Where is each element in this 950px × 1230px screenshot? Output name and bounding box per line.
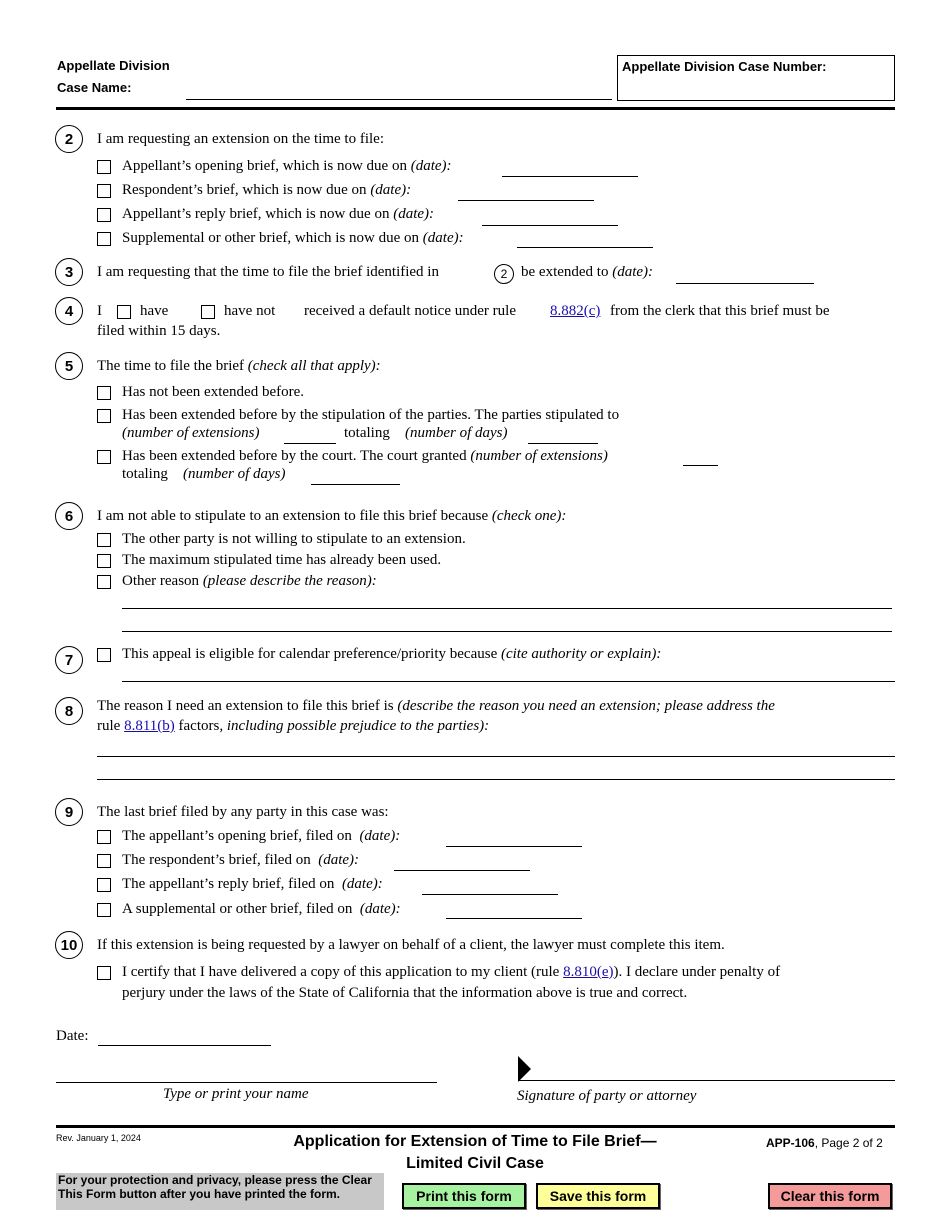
have-not-label: have not xyxy=(224,303,276,319)
totaling-label: totaling xyxy=(122,466,168,482)
privacy-notice: For your protection and privacy, please press the Clear This Form button after you have printed the form. xyxy=(56,1173,384,1210)
checkbox-respondent-brief[interactable] xyxy=(97,184,111,198)
item-ref-2: 2 xyxy=(494,264,514,284)
item8-text: The reason I need an extension to file this brief is (describe the reason you need an extension; please address the xyxy=(97,698,775,714)
option-label: Appellant’s reply brief, which is now due on (date): xyxy=(122,206,435,222)
option-label: Has been extended before by the court. The court granted (number of extensions) xyxy=(122,448,608,464)
header-divider xyxy=(56,107,895,110)
signature-arrow-icon xyxy=(518,1056,531,1082)
clear-form-button[interactable]: Clear this form xyxy=(768,1183,892,1209)
checkbox-opening-brief[interactable] xyxy=(97,160,111,174)
item-number-3: 3 xyxy=(55,258,83,286)
item5-text: The time to file the brief (check all that apply): xyxy=(97,358,381,374)
item4-text-a: received a default notice under rule xyxy=(304,303,516,319)
form-page-id: APP-106, Page 2 of 2 xyxy=(766,1136,883,1150)
checkbox-certify[interactable] xyxy=(97,966,111,980)
totaling-label: totaling xyxy=(344,425,390,441)
date-field-extend-to[interactable] xyxy=(676,283,814,284)
checkbox-extended-stipulation[interactable] xyxy=(97,409,111,423)
date-field-respondent[interactable] xyxy=(458,200,594,201)
item-number-8: 8 xyxy=(55,697,83,725)
reason-line-2[interactable] xyxy=(97,779,895,780)
checkbox-supplemental-brief[interactable] xyxy=(97,232,111,246)
save-form-button[interactable]: Save this form xyxy=(536,1183,660,1209)
name-field[interactable] xyxy=(56,1082,437,1083)
case-name-label: Case Name: xyxy=(57,80,132,95)
checkbox-extended-court[interactable] xyxy=(97,450,111,464)
item-number-7: 7 xyxy=(55,646,83,674)
hint-number-days: (number of days) xyxy=(405,425,508,441)
date-field-supplemental[interactable] xyxy=(517,247,653,248)
stipulated-extensions-field[interactable] xyxy=(284,443,336,444)
stipulated-days-field[interactable] xyxy=(528,443,598,444)
option-label: Appellant’s opening brief, which is now due on (date): xyxy=(122,158,452,174)
division-label: Appellate Division xyxy=(57,58,170,73)
option-label: Other reason (please describe the reason): xyxy=(122,573,377,589)
item10-text: If this extension is being requested by a lawyer on behalf of a client, the lawyer must complete this item. xyxy=(97,937,725,953)
item9-text: The last brief filed by any party in this case was: xyxy=(97,804,389,820)
checkbox-max-time-used[interactable] xyxy=(97,554,111,568)
checkbox-have-not[interactable] xyxy=(201,305,215,319)
court-extensions-field[interactable] xyxy=(683,465,718,466)
rule-link-8882c[interactable]: 8.882(c) xyxy=(550,303,601,319)
other-reason-line-2[interactable] xyxy=(122,631,892,632)
date-field-reply[interactable] xyxy=(482,225,618,226)
item-number-5: 5 xyxy=(55,352,83,380)
item2-text: I am requesting an extension on the time to file: xyxy=(97,131,385,147)
checkbox-last-opening-brief[interactable] xyxy=(97,830,111,844)
checkbox-last-reply-brief[interactable] xyxy=(97,878,111,892)
checkbox-last-supplemental-brief[interactable] xyxy=(97,903,111,917)
certify-text-2: perjury under the laws of the State of California that the information above is true and correct. xyxy=(122,985,688,1001)
option-label: A supplemental or other brief, filed on (date): xyxy=(122,901,401,917)
item6-text: I am not able to stipulate to an extension to file this brief because (check one): xyxy=(97,508,567,524)
case-name-field[interactable] xyxy=(186,99,612,100)
option-label: Supplemental or other brief, which is now due on (date): xyxy=(122,230,464,246)
have-label: have xyxy=(140,303,169,319)
case-number-box[interactable] xyxy=(617,55,895,101)
item-number-6: 6 xyxy=(55,502,83,530)
court-days-field[interactable] xyxy=(311,484,400,485)
form-title: Application for Extension of Time to File Brief— Limited Civil Case xyxy=(293,1133,657,1172)
other-reason-line-1[interactable] xyxy=(122,608,892,609)
footer-divider xyxy=(56,1125,895,1128)
option-label: The respondent’s brief, filed on (date): xyxy=(122,852,360,868)
item3-text-b: be extended to (date): xyxy=(521,264,654,280)
item4-i: I xyxy=(97,303,102,319)
date-label: Date: xyxy=(56,1028,89,1044)
reason-line-1[interactable] xyxy=(97,756,895,757)
option-label: The other party is not willing to stipulate to an extension. xyxy=(122,531,466,547)
checkbox-last-respondent-brief[interactable] xyxy=(97,854,111,868)
last-supplemental-date-field[interactable] xyxy=(446,918,582,919)
calendar-preference-line[interactable] xyxy=(122,681,895,682)
checkbox-calendar-preference[interactable] xyxy=(97,648,111,662)
signature-caption: Signature of party or attorney xyxy=(517,1088,697,1104)
item4-text-c: filed within 15 days. xyxy=(97,323,221,339)
checkbox-party-unwilling[interactable] xyxy=(97,533,111,547)
option-label: The appellant’s opening brief, filed on (date): xyxy=(122,828,401,844)
print-form-button[interactable]: Print this form xyxy=(402,1183,526,1209)
date-field-opening[interactable] xyxy=(502,176,638,177)
item3-text-a: I am requesting that the time to file the brief identified in xyxy=(97,264,439,280)
date-field[interactable] xyxy=(98,1045,271,1046)
certify-text: I certify that I have delivered a copy of this application to my client (rule 8.810(e)). I declare under penalty of xyxy=(122,964,781,980)
checkbox-other-reason[interactable] xyxy=(97,575,111,589)
checkbox-not-extended[interactable] xyxy=(97,386,111,400)
checkbox-have[interactable] xyxy=(117,305,131,319)
item-number-9: 9 xyxy=(55,798,83,826)
checkbox-reply-brief[interactable] xyxy=(97,208,111,222)
last-reply-date-field[interactable] xyxy=(422,894,558,895)
option-label: Has not been extended before. xyxy=(122,384,305,400)
case-number-label: Appellate Division Case Number: xyxy=(622,59,827,74)
item-number-10: 10 xyxy=(55,931,83,959)
item-number-4: 4 xyxy=(55,297,83,325)
last-opening-date-field[interactable] xyxy=(446,846,582,847)
item-number-2: 2 xyxy=(55,125,83,153)
option-label: Respondent’s brief, which is now due on (date): xyxy=(122,182,412,198)
option-label: Has been extended before by the stipulation of the parties. The parties stipulated to xyxy=(122,407,620,423)
item4-text-b: from the clerk that this brief must be xyxy=(610,303,830,319)
option-label: The appellant’s reply brief, filed on (date): xyxy=(122,876,383,892)
item7-text: This appeal is eligible for calendar preference/priority because (cite authority or explain): xyxy=(122,646,662,662)
hint-number-days: (number of days) xyxy=(183,466,286,482)
option-label: The maximum stipulated time has already been used. xyxy=(122,552,442,568)
item8-text-2: rule 8.811(b) factors, including possible prejudice to the parties): xyxy=(97,718,490,734)
rule-link-8811b[interactable]: 8.811(b) xyxy=(124,718,175,734)
revision-date: Rev. January 1, 2024 xyxy=(56,1133,141,1143)
rule-link-8810e[interactable]: 8.810(e) xyxy=(563,964,614,980)
last-respondent-date-field[interactable] xyxy=(394,870,530,871)
name-caption: Type or print your name xyxy=(163,1086,309,1102)
signature-field[interactable] xyxy=(518,1080,895,1081)
hint-number-extensions: (number of extensions) xyxy=(122,425,260,441)
